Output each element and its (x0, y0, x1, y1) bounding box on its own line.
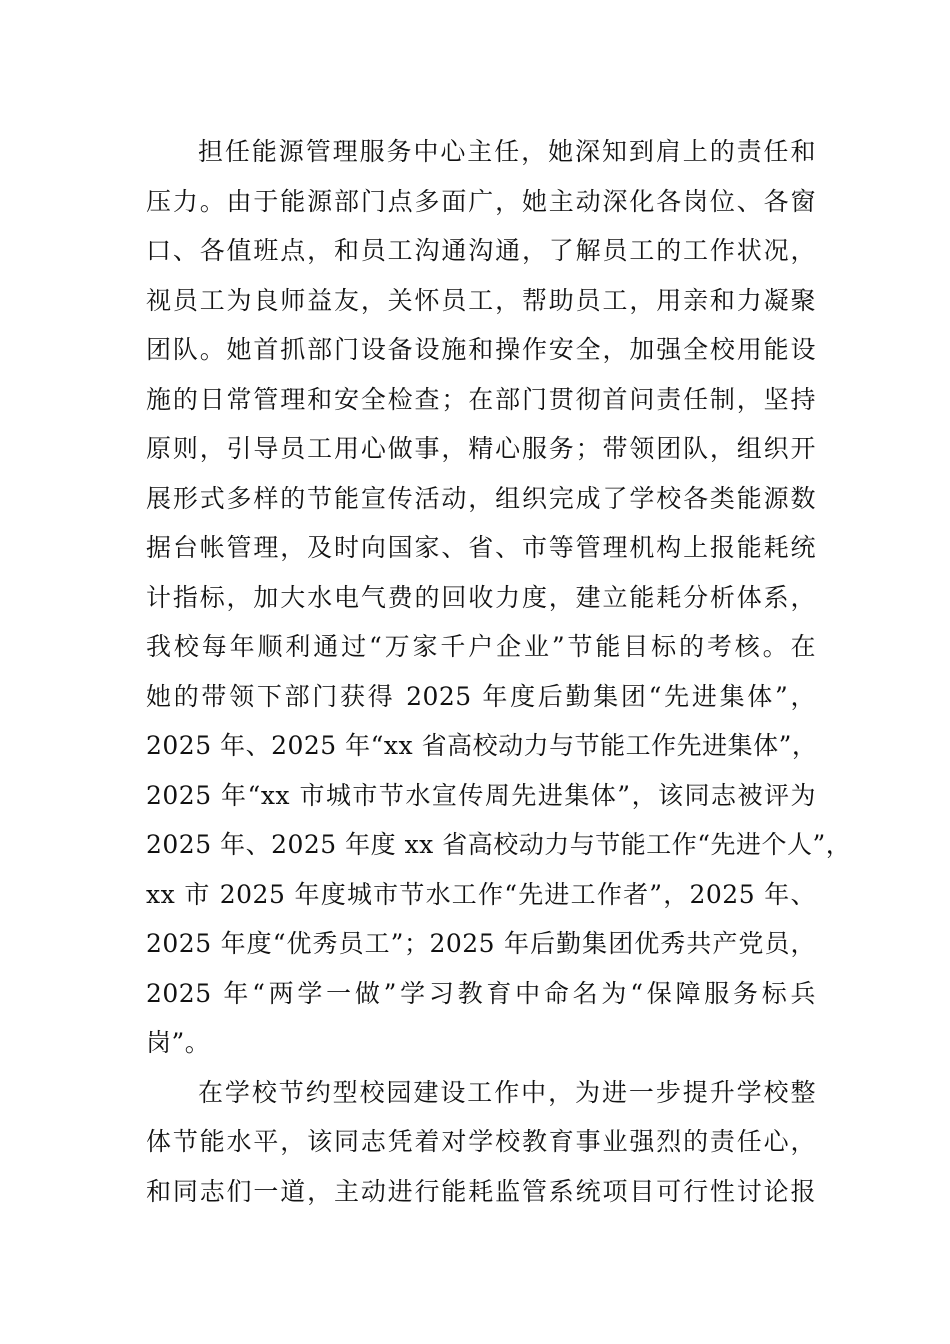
text-line: 团队。她首抓部门设备设施和操作安全，加强全校用能设 (146, 335, 816, 364)
text-line: 2025 年度“优秀员工”；2025 年后勤集团优秀共产党员， (146, 929, 816, 958)
text-line: 视员工为良师益友，关怀员工，帮助员工，用亲和力凝聚 (146, 285, 816, 315)
paragraph-2 (146, 1068, 816, 1217)
paragraph-1 (146, 127, 852, 1068)
text-line: 担任能源管理服务中心主任，她深知到肩上的责任和 (198, 137, 816, 166)
text-line: 她的带领下部门获得 2025 年度后勤集团“先进集体”， (146, 681, 816, 711)
text-line: xx 市 2025 年度城市节水工作“先进工作者”，2025 年、 (146, 879, 816, 909)
text-line: 计指标，加大水电气费的回收力度，建立能耗分析体系， (146, 582, 816, 612)
text-line: 口、各值班点，和员工沟通沟通，了解员工的工作状况， (146, 236, 816, 265)
text-line: 2025 年、2025 年“xx 省高校动力与节能工作先进集体”， (146, 731, 818, 760)
text-line: 2025 年“xx 市城市节水宣传周先进集体”，该同志被评为 (146, 780, 816, 810)
document-body (146, 127, 852, 1216)
text-line: 2025 年、2025 年度 xx 省高校动力与节能工作“先进个人”， (146, 830, 852, 859)
text-line: 岗”。 (146, 1028, 211, 1057)
text-line: 展形式多样的节能宣传活动，组织完成了学校各类能源数 (146, 483, 816, 513)
text-line: 施的日常管理和安全检查；在部门贯彻首问责任制，坚持 (146, 384, 816, 414)
text-line: 2025 年“两学一做”学习教育中命名为“保障服务标兵 (146, 978, 816, 1008)
text-line: 在学校节约型校园建设工作中，为进一步提升学校整 (198, 1077, 816, 1107)
text-line: 据台帐管理，及时向国家、省、市等管理机构上报能耗统 (146, 533, 816, 562)
text-line: 原则，引导员工用心做事，精心服务；带领团队，组织开 (146, 434, 816, 463)
text-line: 我校每年顺利通过“万家千户企业”节能目标的考核。在 (146, 632, 816, 661)
text-line: 体节能水平，该同志凭着对学校教育事业强烈的责任心， (146, 1127, 816, 1156)
text-line: 和同志们一道，主动进行能耗监管系统项目可行性讨论报 (146, 1176, 816, 1206)
text-line: 压力。由于能源部门点多面广，她主动深化各岗位、各窗 (146, 186, 816, 216)
